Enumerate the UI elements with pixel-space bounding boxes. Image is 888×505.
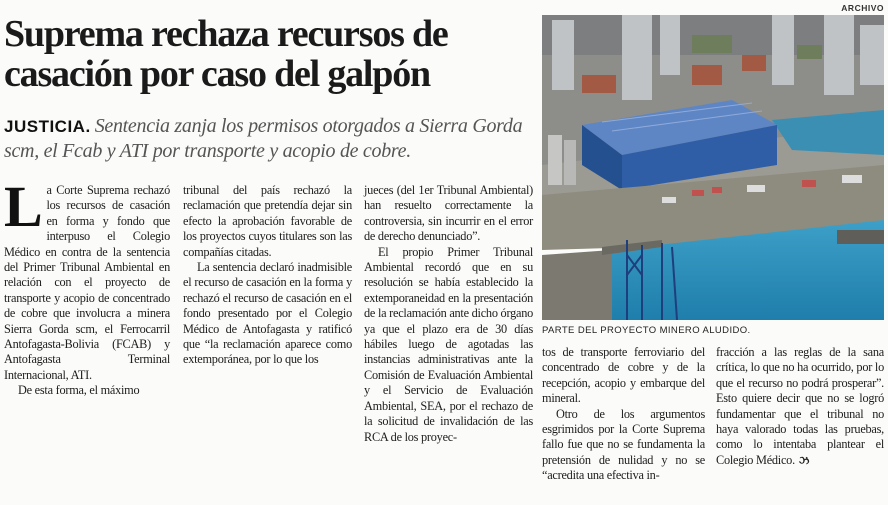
paragraph-text: fracción a las reglas de la sana crítica, lo que no ha ocurrido, por lo que el recurso no podrá prosperar”. Esto quiere decir que no se logró fundamentar que el tribunal no haya valorado todas las pruebas, como lo intentaba plantear el Colegio Médico. (716, 345, 884, 467)
port-photo-illustration (542, 15, 884, 320)
paragraph: El propio Primer Tribunal Ambiental recordó que en su resolución se había establecido la extemporaneidad en la presentación de la reclamación ante dicho órgano ya que el plazo era de 30 días hábiles luego de agotadas las instancias administrativas ante la Comisión de Evaluación Ambiental y el Servicio de Evaluación Ambiental, SEA, por el rechazo de la solicitud de invalidación de las RCA de los proyec- (364, 244, 533, 444)
body-column-1 (4, 174, 170, 399)
paragraph: tribunal del país rechazó la reclamación que pretendía dejar sin efecto la aprobación favorable de los proyectos cuyos titulares son las compañías citadas. (183, 183, 352, 259)
paragraph: De esta forma, el máximo (18, 383, 140, 398)
end-mark-icon: ઝ (798, 453, 810, 467)
paragraph: jueces (del 1er Tribunal Ambiental) han resuelto correctamente la controversia, sin incurrir en el error de derecho denunciado”. (364, 183, 533, 244)
paragraph: La sentencia declaró inadmisible el recurso de casación en la forma y rechazó el recurso de casación en el fondo presentado por el Colegio Médico de Antofagasta y ratificó que “la reclamación aparece como extemporánea, por lo que los (183, 260, 352, 367)
deck (4, 114, 534, 163)
paragraph (716, 345, 884, 468)
paragraph: a Corte Suprema rechazó los recursos de casación en forma y fondo que interpuso el Colegio Médico en contra de la sentencia del Primer Tribunal Ambiental en relación con el proyecto de transporte y acopio de concentrado de cobre que involucra a minera Sierra Gorda scm, el Ferrocarril Antofagasta-Bolivia (FCAB) y Antofagasta Terminal Internacional, ATI. (4, 183, 170, 382)
deck-text: Sentencia zanja los permisos otorgados a Sierra Gorda scm, el Fcab y ATI por transporte y acopio de cobre. (4, 115, 523, 162)
headline: Suprema rechaza recursos de casación por caso del galpón (4, 13, 448, 95)
body-column-5 (716, 345, 884, 468)
section-kicker: JUSTICIA. (4, 117, 91, 136)
body-column-2 (183, 183, 352, 368)
body-column-3 (364, 183, 533, 445)
photo-credit: ARCHIVO (841, 3, 884, 13)
body-column-4 (542, 345, 705, 484)
paragraph: tos de transporte ferroviario del concentrado de cobre y de la recepción, acopio y embarque del mineral. (542, 345, 705, 406)
photo-caption: PARTE DEL PROYECTO MINERO ALUDIDO. (542, 325, 751, 336)
port-photo (542, 15, 884, 320)
paragraph: Otro de los argumentos esgrimidos por la Corte Suprema fallo fue que no se fundamenta la pretensión de nulidad y no se “acredita una efectiva in- (542, 406, 705, 483)
drop-cap: L (4, 174, 43, 239)
